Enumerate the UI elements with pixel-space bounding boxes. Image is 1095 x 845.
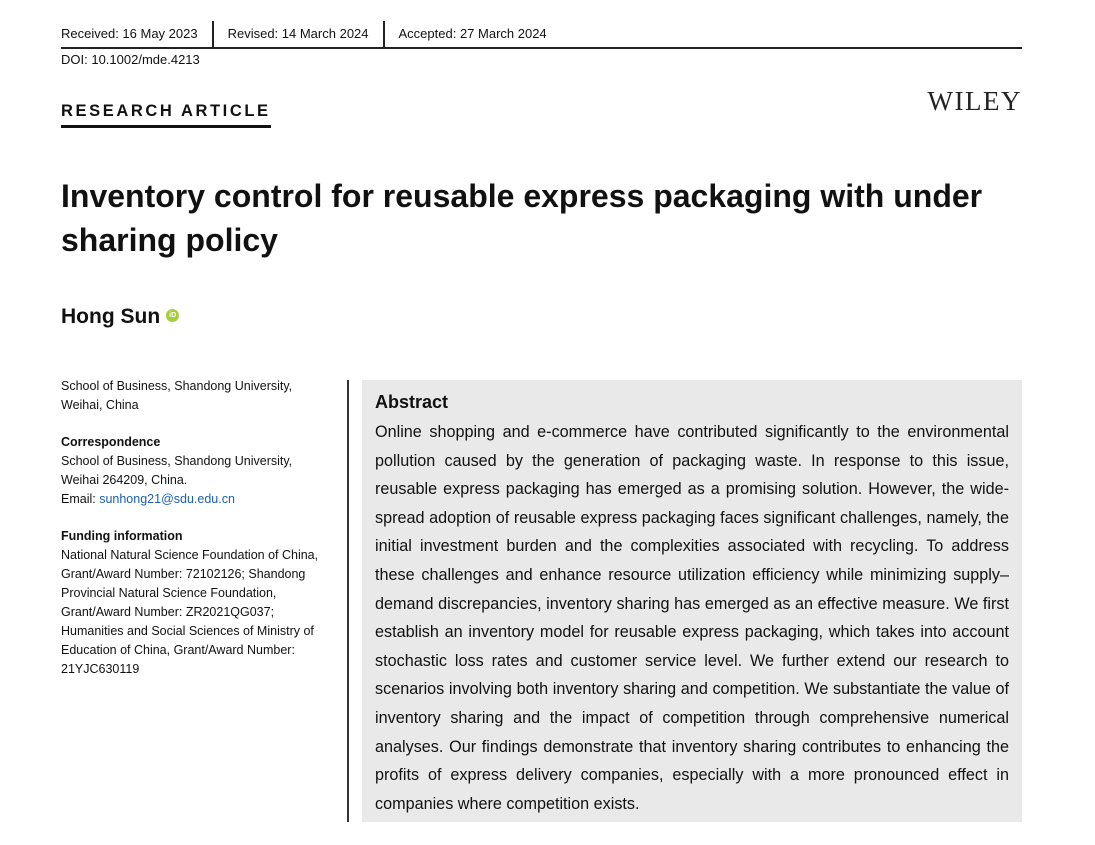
- abstract-heading: Abstract: [375, 392, 449, 412]
- funding-heading: Funding information: [61, 529, 183, 543]
- funding-information: Funding information National Natural Science Foundation of China, Grant/Award Number: 72102126; Shandong Provincial Natural Science Foundation, Grant/Award Number: ZR2021QG037; Humanities and Social Sciences of Ministry of Education of China, Grant/Award Number: 21YJC630119: [61, 527, 341, 679]
- author-name[interactable]: Hong Sun: [61, 305, 161, 328]
- column-divider: [347, 380, 349, 822]
- email-link[interactable]: sunhong21@sdu.edu.cn: [99, 492, 235, 506]
- orcid-icon[interactable]: iD: [166, 309, 179, 322]
- correspondence-heading: Correspondence: [61, 435, 161, 449]
- revised-date: Revised: 14 March 2024: [212, 21, 383, 47]
- author: [61, 305, 179, 329]
- affiliation: School of Business, Shandong University, Weihai, China: [61, 379, 293, 412]
- received-date: Received: 16 May 2023: [61, 26, 198, 41]
- article-type: RESEARCH ARTICLE: [61, 102, 271, 128]
- accepted-date: Accepted: 27 March 2024: [383, 21, 561, 47]
- abstract-box: [362, 380, 1022, 822]
- publication-dates: [61, 21, 1022, 49]
- email-line: Email: sunhong21@sdu.edu.cn: [61, 492, 235, 506]
- publisher-logo: WILEY: [927, 86, 1022, 116]
- author-info-column: [61, 377, 341, 679]
- correspondence: Correspondence School of Business, Shandong University, Weihai 264209, China. Email: sunhong21@sdu.edu.cn: [61, 433, 341, 509]
- doi[interactable]: DOI: 10.1002/mde.4213: [61, 52, 200, 67]
- abstract-text: Online shopping and e-commerce have contributed significantly to the environmental pollution caused by the generation of packaging waste. In response to this issue, reusable express packaging has emerged as a promising solution. However, the widespread adoption of reusable express packaging faces significant challenges, namely, the initial investment burden and the complexities associated with recycling. To address these challenges and enhance resource utilization efficiency while minimizing supply–demand discrepancies, inventory sharing has emerged as an effective measure. We first establish an inventory model for reusable express packaging, which takes into account stochastic loss rates and customer service level. We further extend our research to scenarios involving both inventory sharing and competition. We substantiate the value of inventory sharing and the impact of competition through comprehensive numerical analyses. Our findings demonstrate that inventory sharing contributes to enhancing the profits of express delivery companies, especially with a more pronounced effect in companies where competition exists.: [375, 423, 1009, 813]
- article-title: Inventory control for reusable express packaging with under sharing policy: [61, 178, 983, 258]
